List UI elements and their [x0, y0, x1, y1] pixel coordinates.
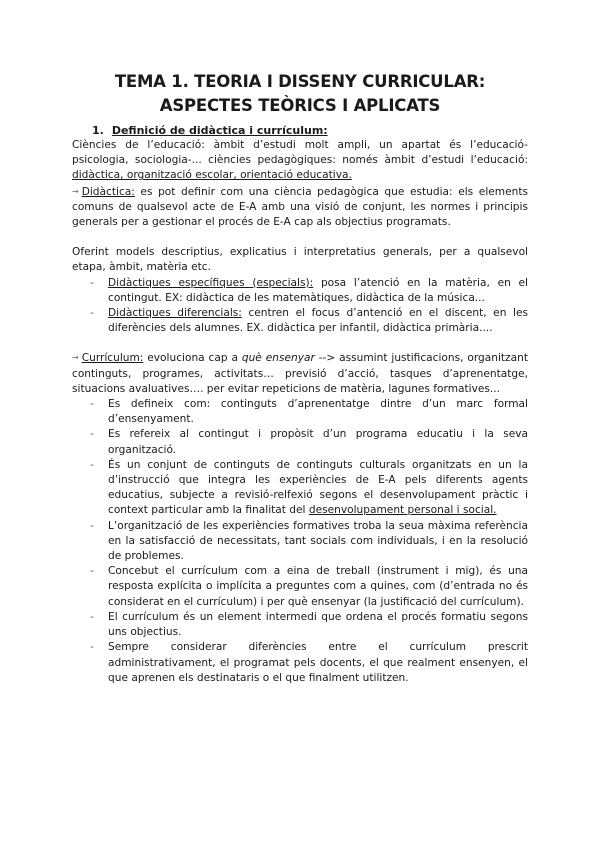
arrow-icon: →	[72, 353, 79, 363]
curriculum-item-text: L’organització de les experiències formatives troba la seua màxima referència en la satisfacció de necessitats, tant socials com individuals, i en la resolució de problemes.	[108, 519, 528, 563]
arrow-icon: →	[72, 186, 79, 196]
curriculum-text-after: --> assumint justificacions, organitzant continguts, programes, activitats… previsió d’acció, tasques d’aprenentatge, situacions avaluatives…. per evitar repeticions de matèria, lagunes formatives...	[72, 352, 528, 395]
didactica-type-text: centren el focus d’antenció en el discent, en les diferències dels alumnes. EX. didàctica per infantil, didàctica primària....	[108, 307, 528, 335]
curriculum-paragraph	[72, 350, 528, 397]
spacer	[72, 336, 528, 350]
didactica-type-term: Didàctiques diferencials:	[108, 307, 242, 320]
curriculum-item-text: Es defineix com: continguts d’aprenentatge dintre d’un marc formal d’ensenyament.	[108, 398, 528, 426]
spacer	[72, 230, 528, 245]
curriculum-item-text: Concebut el currículum com a eina de treball (instrument i mig), és una resposta explícita o implícita a preguntes com a quines, com (d’entrada no és considerat en el currículum) i per què ensenyar (la justificació del currículum).	[108, 565, 528, 608]
curriculum-item-text: Sempre considerar diferències entre el currículum prescrit administrativament, el programat pels docents, el que realment ensenyen, el que aprenen els destinataris o el que finalment utilitzen.	[108, 641, 528, 684]
list-item	[108, 427, 528, 457]
list-item	[108, 458, 528, 519]
didactica-type-term: Didàctiques específiques (especials):	[108, 276, 314, 289]
section-heading	[92, 123, 528, 138]
list-item	[108, 610, 528, 640]
didactica-types-list	[72, 276, 528, 337]
didactica-term: Didàctica:	[81, 185, 135, 198]
curriculum-italic: què ensenyar	[241, 352, 315, 365]
intro-paragraph	[72, 138, 528, 184]
didactica-paragraph	[72, 184, 528, 231]
intro-underlined: didàctica, organització escolar, orientació educativa.	[72, 169, 352, 182]
section-heading-text: Definició de didàctica i currículum:	[111, 124, 328, 137]
list-item	[108, 397, 528, 427]
curriculum-item-text: El currículum és un element intermedi que ordena el procés formatiu segons uns objectius.	[108, 610, 528, 639]
list-item	[108, 519, 528, 565]
curriculum-term: Currículum:	[81, 352, 144, 365]
didactica-text: es pot definir com una ciència pedagògica que estudia: els elements comuns de qualsevol acte de E-A amb una visió de conjunt, les normes i principis generals per a gestionar el procés de E-A cap als objectius programats.	[72, 185, 528, 229]
curriculum-item-text: Es refereix al contingut i propòsit d’un programa educatiu i la seva organització.	[108, 428, 528, 456]
section-number: 1.	[92, 124, 104, 137]
curriculum-item-underlined: desenvolupament personal i social.	[308, 504, 497, 517]
list-item	[108, 640, 528, 686]
curriculum-item-text: És un conjunt de continguts de continguts culturals organitzats en un la d’instrucció que integra les experiències de E-A pels diferents agents educatius, subjecte a revisió-relfexió segons el desenvolupament pràctic i context particular amb la finalitat del	[108, 458, 528, 517]
list-item	[108, 306, 528, 336]
intro-text: Ciències de l’educació: àmbit d’estudi molt ampli, un apartat és l’educació-psicologia, sociologia-... ciències pedagògiques: només àmbit d’estudi l’educació:	[72, 139, 528, 167]
models-paragraph: Oferint models descriptius, explicatius i interpretatius generals, per a qualsevol etapa, àmbit, matèria etc.	[72, 246, 528, 274]
curriculum-text: evoluciona cap a	[143, 352, 242, 365]
list-item	[108, 276, 528, 306]
document-page	[72, 70, 528, 686]
didactica-type-text: posa l’atenció en la matèria, en el contingut. EX: didàctica de les matemàtiques, didàctica de la música...	[108, 276, 528, 304]
curriculum-list	[72, 397, 528, 686]
list-item	[108, 564, 528, 610]
document-title: TEMA 1. TEORIA I DISSENY CURRICULAR: ASPECTES TEÒRICS I APLICATS	[114, 72, 486, 115]
